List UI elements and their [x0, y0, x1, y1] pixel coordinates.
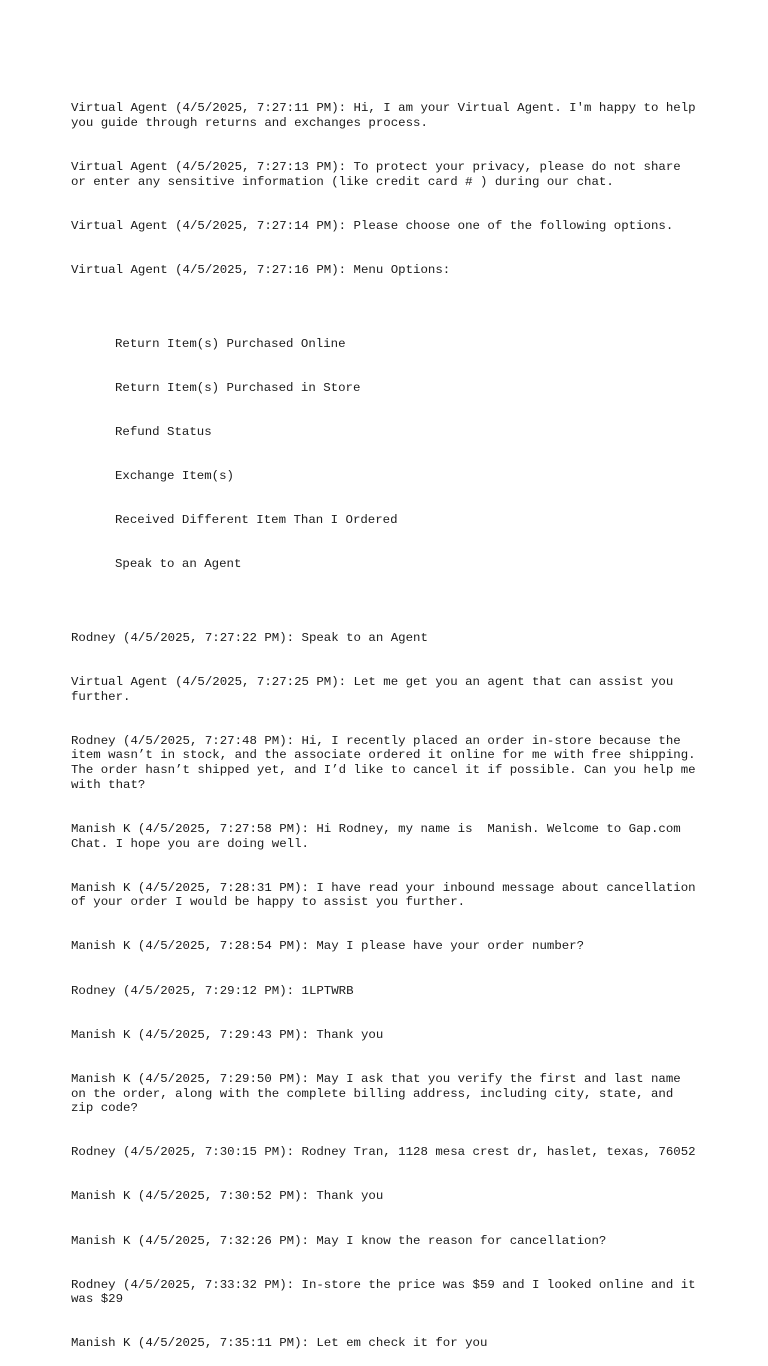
chat-message: Virtual Agent (4/5/2025, 7:27:14 PM): Please choose one of the following options. [71, 219, 674, 234]
chat-message: Rodney (4/5/2025, 7:30:15 PM): Rodney Tran, 1128 mesa crest dr, haslet, texas, 76052 [71, 1145, 696, 1160]
menu-options-list [71, 307, 696, 601]
chat-message: Manish K (4/5/2025, 7:35:11 PM): Let em check it for you [71, 1336, 488, 1351]
chat-message: Manish K (4/5/2025, 7:27:58 PM): Hi Rodney, my name is Manish. Welcome to Gap.com Chat. I hope you are doing well. [71, 821, 689, 851]
chat-message: Virtual Agent (4/5/2025, 7:27:25 PM): Let me get you an agent that can assist you further. [71, 674, 681, 704]
chat-message: Manish K (4/5/2025, 7:28:31 PM): I have read your inbound message about cancellation of your order I would be happy to assist you further. [71, 880, 704, 910]
menu-option-exchange: Exchange Item(s) [115, 468, 234, 483]
chat-message: Rodney (4/5/2025, 7:33:32 PM): In-store the price was $59 and I looked online and it was $29 [71, 1277, 704, 1307]
chat-message: Virtual Agent (4/5/2025, 7:27:11 PM): Hi, I am your Virtual Agent. I'm happy to help you guide through returns and exchanges process. [71, 101, 704, 131]
chat-message: Virtual Agent (4/5/2025, 7:27:16 PM): Menu Options: [71, 263, 451, 278]
chat-message: Manish K (4/5/2025, 7:29:43 PM): Thank you [71, 1027, 384, 1042]
chat-message: Manish K (4/5/2025, 7:29:50 PM): May I ask that you verify the first and last name on the order, along with the complete billing address, including city, state, and zip code? [71, 1071, 689, 1116]
chat-message: Manish K (4/5/2025, 7:28:54 PM): May I please have your order number? [71, 939, 585, 954]
chat-message: Virtual Agent (4/5/2025, 7:27:13 PM): To protect your privacy, please do not share or enter any sensitive information (like credit card # ) during our chat. [71, 160, 689, 189]
menu-option-refund-status: Refund Status [115, 424, 212, 439]
chat-message: Rodney (4/5/2025, 7:27:48 PM): Hi, I recently placed an order in-store because the item wasn’t in stock, and the associate ordered it online for me with free shipping. The order hasn’t shipped yet, and I’d like to cancel it if possible. Can you help me with that? [71, 733, 704, 792]
chat-message: Rodney (4/5/2025, 7:29:12 PM): 1LPTWRB [71, 983, 354, 998]
chat-transcript [71, 72, 704, 1366]
chat-message: Manish K (4/5/2025, 7:32:26 PM): May I know the reason for cancellation? [71, 1233, 607, 1248]
menu-option-return-store: Return Item(s) Purchased in Store [115, 380, 361, 395]
chat-message: Manish K (4/5/2025, 7:30:52 PM): Thank you [71, 1189, 384, 1204]
menu-option-speak-agent: Speak to an Agent [115, 557, 242, 572]
chat-message: Rodney (4/5/2025, 7:27:22 PM): Speak to an Agent [71, 630, 428, 645]
menu-option-different-item: Received Different Item Than I Ordered [115, 513, 398, 528]
menu-option-return-online: Return Item(s) Purchased Online [115, 336, 346, 351]
